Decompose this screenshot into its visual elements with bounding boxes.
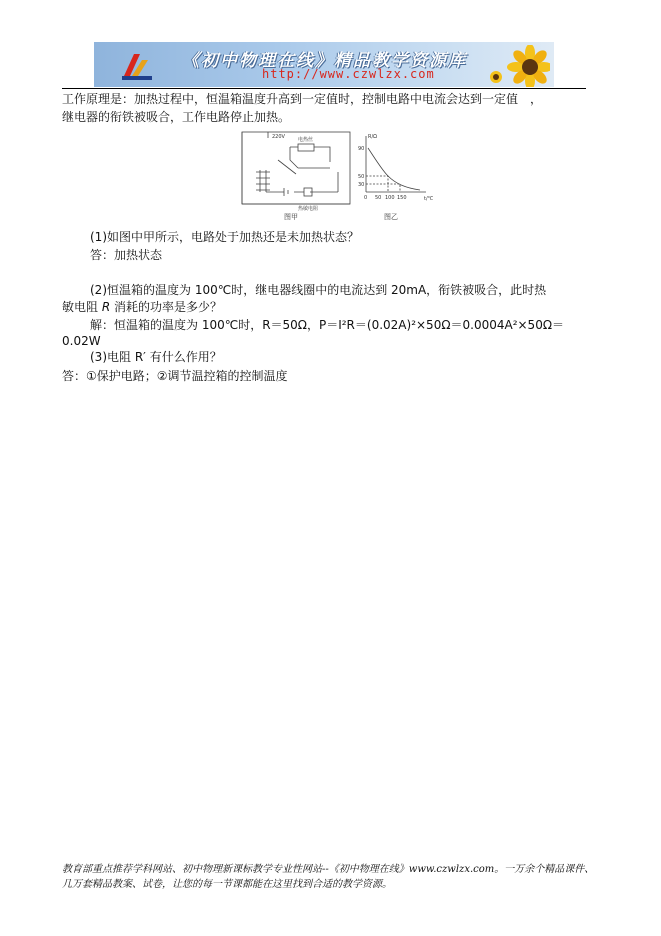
- y-tick-1: 90: [358, 146, 365, 152]
- q2-question-line-2: 敏电阻 R 消耗的功率是多少？: [62, 300, 222, 314]
- circuit-diagram: [242, 132, 350, 204]
- header-rule: [62, 88, 586, 89]
- header-banner: [94, 42, 554, 87]
- q2-solution-line-2: 0.02W: [62, 334, 101, 348]
- banner-url: http://www.czwlzx.com: [262, 67, 435, 81]
- q2-solution-line-1: 解：恒温箱的温度为 100℃时，R＝50Ω，P＝I²R＝(0.02A)²×50Ω＝0.0004A²×50Ω＝: [90, 318, 564, 332]
- site-logo-icon: [120, 50, 154, 82]
- y-axis-label: R/Ω: [368, 134, 377, 140]
- x-tick-3: 100: [385, 195, 395, 201]
- caption-b: 图乙: [384, 213, 398, 221]
- y-tick-3: 30: [358, 182, 365, 188]
- x-tick-2: 50: [375, 195, 382, 201]
- circuit-and-graph-figure: [238, 130, 434, 222]
- q1-answer: 答：加热状态: [90, 248, 163, 262]
- page-footer: [62, 862, 602, 892]
- y-tick-2: 50: [358, 174, 365, 180]
- thermistor-label: 热敏电阻: [298, 206, 319, 212]
- banner-title: 《初中物理在线》精品教学资源库: [182, 51, 467, 71]
- x-tick-4: 150: [397, 195, 407, 201]
- sunflower-icon: [486, 45, 550, 87]
- footer-line-2: 几万套精品教案、试卷，让您的每一节课都能在这里找到合适的教学资源。: [62, 879, 392, 890]
- principle-line-1: 工作原理是：加热过程中，恒温箱温度升高到一定值时，控制电路中电流会达到一定值 ，: [62, 92, 543, 106]
- q2-question-line-1: (2)恒温箱的温度为 100℃时，继电器线圈中的电流达到 20mA，衔铁被吸合，此时热: [90, 283, 547, 297]
- x-axis-label: t/℃: [424, 196, 434, 202]
- principle-line-2: 继电器的衔铁被吸合，工作电路停止加热。: [62, 110, 291, 124]
- x-tick-1: 0: [364, 195, 368, 201]
- voltage-label: 220V: [272, 134, 285, 140]
- heater-label: 电热丝: [298, 137, 314, 143]
- resistance-temperature-graph: [366, 136, 426, 192]
- q3-answer: 答：①保护电路；②调节温控箱的控制温度: [62, 369, 288, 383]
- q3-question: (3)电阻 R′ 有什么作用？: [90, 350, 222, 364]
- caption-a: 图甲: [284, 213, 298, 221]
- q1-question: (1)如图中甲所示，电路处于加热还是未加热状态？: [90, 230, 359, 244]
- footer-line-1: 教育部重点推荐学科网站、初中物理新课标教学专业性网站--《初中物理在线》www.czwlzx.com。一万余个精品课件、: [62, 864, 595, 875]
